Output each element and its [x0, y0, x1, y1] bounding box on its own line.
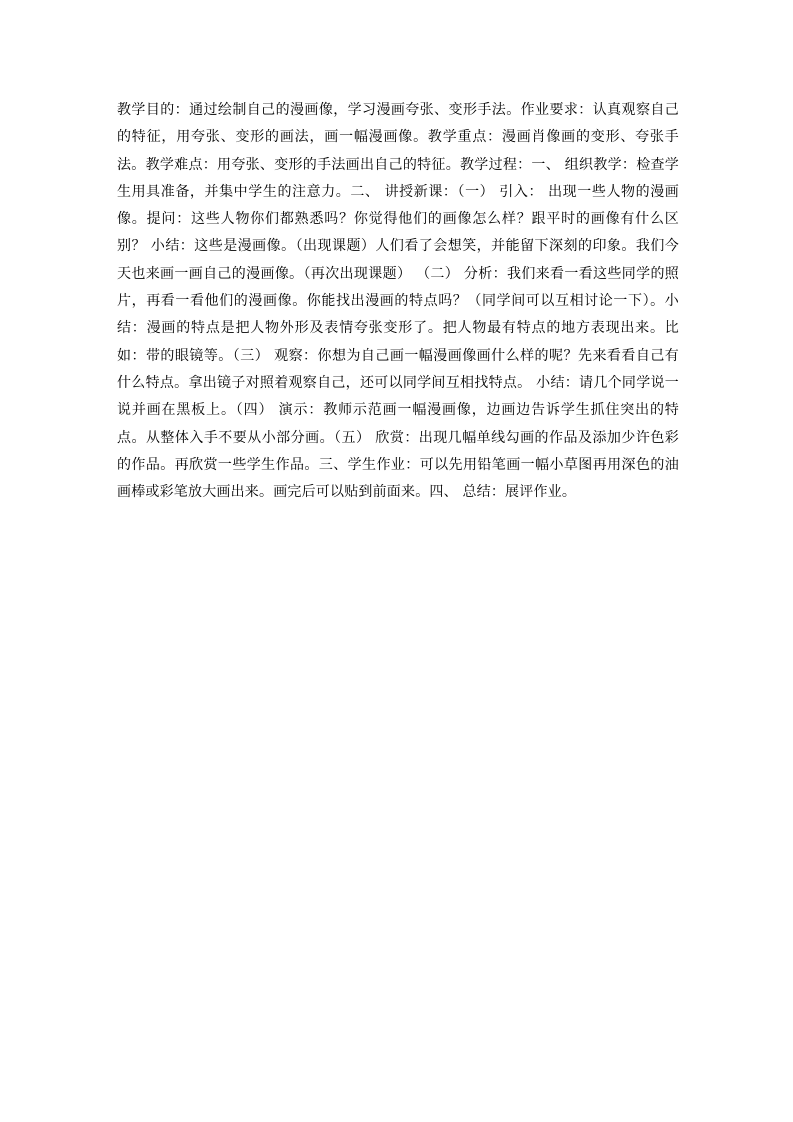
- lesson-plan-paragraph: 教学目的：通过绘制自己的漫画像，学习漫画夸张、变形手法。作业要求：认真观察自己的特征，用夸张、变形的画法，画一幅漫画像。教学重点：漫画肖像画的变形、夸张手法。教学难点：用夸张、变形的手法画出自己的特征。教学过程：一、 组织教学：检查学生用具准备，并集中学生的注意力。二、 讲授新课：（一） 引入： 出现一些人物的漫画像。提问：这些人物你们都熟悉吗？你觉得他们的画像怎么样？跟平时的画像有什么区别？ 小结：这些是漫画像。（出现课题）人们看了会想笑，并能留下深刻的印象。我们今天也来画一画自己的漫画像。（再次出现课题） （二） 分析：我们来看一看这些同学的照片，再看一看他们的漫画像。你能找出漫画的特点吗？（同学间可以互相讨论一下）。小结：漫画的特点是把人物外形及表情夸张变形了。把人物最有特点的地方表现出来。比如：带的眼镜等。（三） 观察：你想为自己画一幅漫画像画什么样的呢？先来看看自己有什么特点。拿出镜子对照着观察自己，还可以同学间互相找特点。 小结：请几个同学说一说并画在黑板上。（四） 演示：教师示范画一幅漫画像，边画边告诉学生抓住突出的特点。从整体入手不要从小部分画。（五） 欣赏：出现几幅单线勾画的作品及添加少许色彩的作品。再欣赏一些学生作品。三、学生作业：可以先用铅笔画一幅小草图再用深色的油画棒或彩笔放大画出来。画完后可以贴到前面来。四、 总结：展评作业。: [117, 102, 679, 501]
